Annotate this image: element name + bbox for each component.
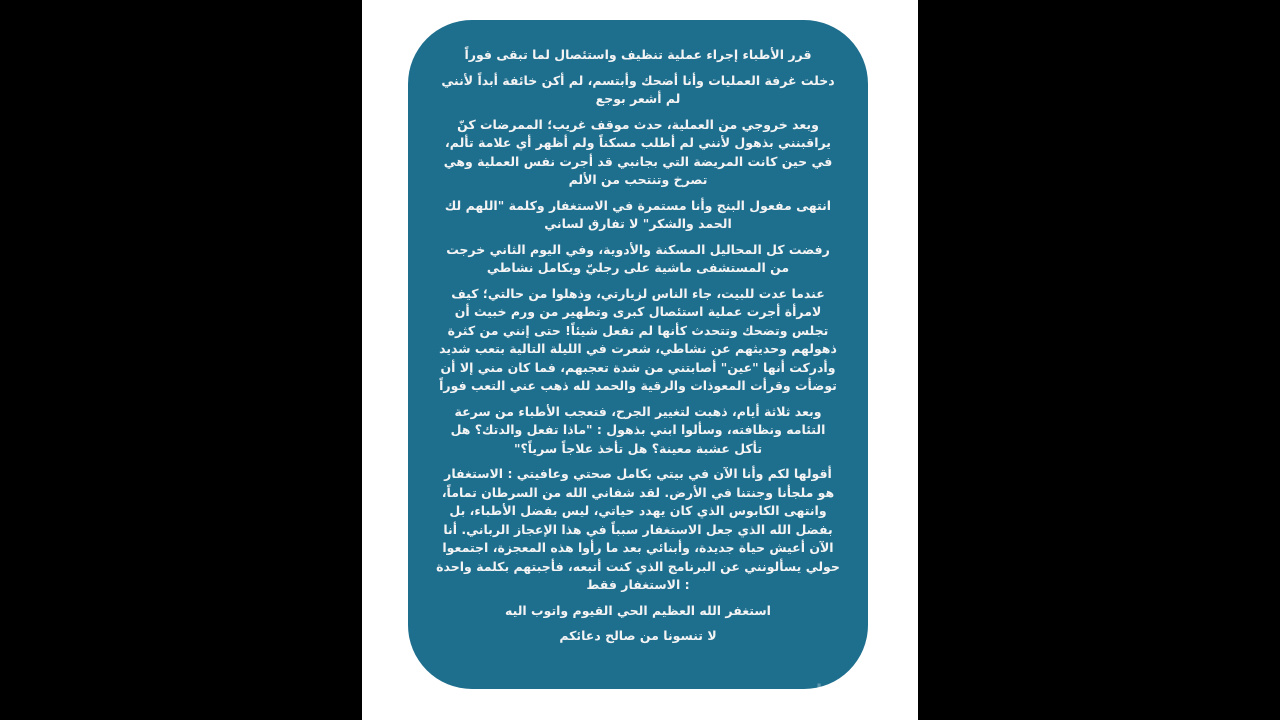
- paragraph-4: انتهى مفعول البنج وأنا مستمرة في الاستغفار وكلمة "اللهم لك الحمد والشكر" لا تفارق لساني: [444, 197, 832, 231]
- text-card: [408, 20, 868, 689]
- paragraph-9: استغفر الله العظيم الحي القيوم واتوب اليه: [505, 602, 771, 618]
- paragraph-7: وبعد ثلاثة أيام، ذهبت لتغيير الجرح، فتعجب الأطباء من سرعة التئامه ونظافته، وسألوا ابني بذهول : "ماذا تفعل والدتك؟ هل تأكل عشبة معينة؟ هل تأخذ علاجاً سرياً؟": [450, 403, 826, 456]
- paragraph-5: رفضت كل المحاليل المسكنة والأدوية، وفي اليوم الثاني خرجت من المستشفى ماشية على رجليّ وبكامل نشاطي: [446, 241, 830, 275]
- document-page: [362, 0, 918, 720]
- paragraph-10: لا تنسونا من صالح دعائكم: [559, 628, 717, 643]
- paragraph-3: وبعد خروجي من العملية، حدث موقف غريب؛ الممرضات كنّ يراقبنني بذهول لأنني لم أطلب مسكناً ولم أظهر أي علامة تألم، في حين كانت المريضة التي بجانبي قد أجرت نفس العملية وهي تصرخ وتنتحب من الألم: [443, 116, 833, 187]
- paragraph-8: أقولها لكم وأنا الآن في بيتي بكامل صحتي وعافيتي : الاستغفار هو ملجأنا وجنتنا في الأرض. لقد شفاني الله من السرطان تماماً، وانتهى الكابوس الذي كان يهدد حياتي، ليس بفضل الأطباء، بل بفضل الله الذي جعل الاستغفار سبباً في هذا الإعجاز الرباني. أنا الآن أعيش حياة جديدة، وأبنائي بعد ما رأوا هذه المعجزة، اجتمعوا حولي يسألونني عن البرنامج الذي كنت أتبعه، فأجبتهم بكلمة واحدة : الاستغفار فقط: [436, 466, 840, 592]
- paragraph-2: دخلت غرفة العمليات وأنا أضحك وأبتسم، لم أكن خائفة أبداً لأنني لم أشعر بوجع: [441, 72, 835, 106]
- inshot-watermark: InShot: [816, 679, 888, 704]
- paragraph-1: قرر الأطباء إجراء عملية تنظيف واستئصال لما تبقى فوراً: [464, 47, 812, 62]
- paragraph-6: عندما عدت للبيت، جاء الناس لزيارتي، وذهلوا من حالتي؛ كيف لامرأة أجرت عملية استئصال كبرى وتطهير من ورم خبيث أن تجلس وتضحك وتتحدث كأنها لم تفعل شيئاً! حتى إنني من كثرة ذهولهم وحديثهم عن نشاطي، شعرت في الليلة التالية بتعب شديد وأدركت أنها "عين" أصابتني من شدة تعجبهم، فما كان مني إلا أن توضأت وقرأت المعوذات والرقية والحمد لله ذهب عني التعب فوراً: [439, 285, 837, 393]
